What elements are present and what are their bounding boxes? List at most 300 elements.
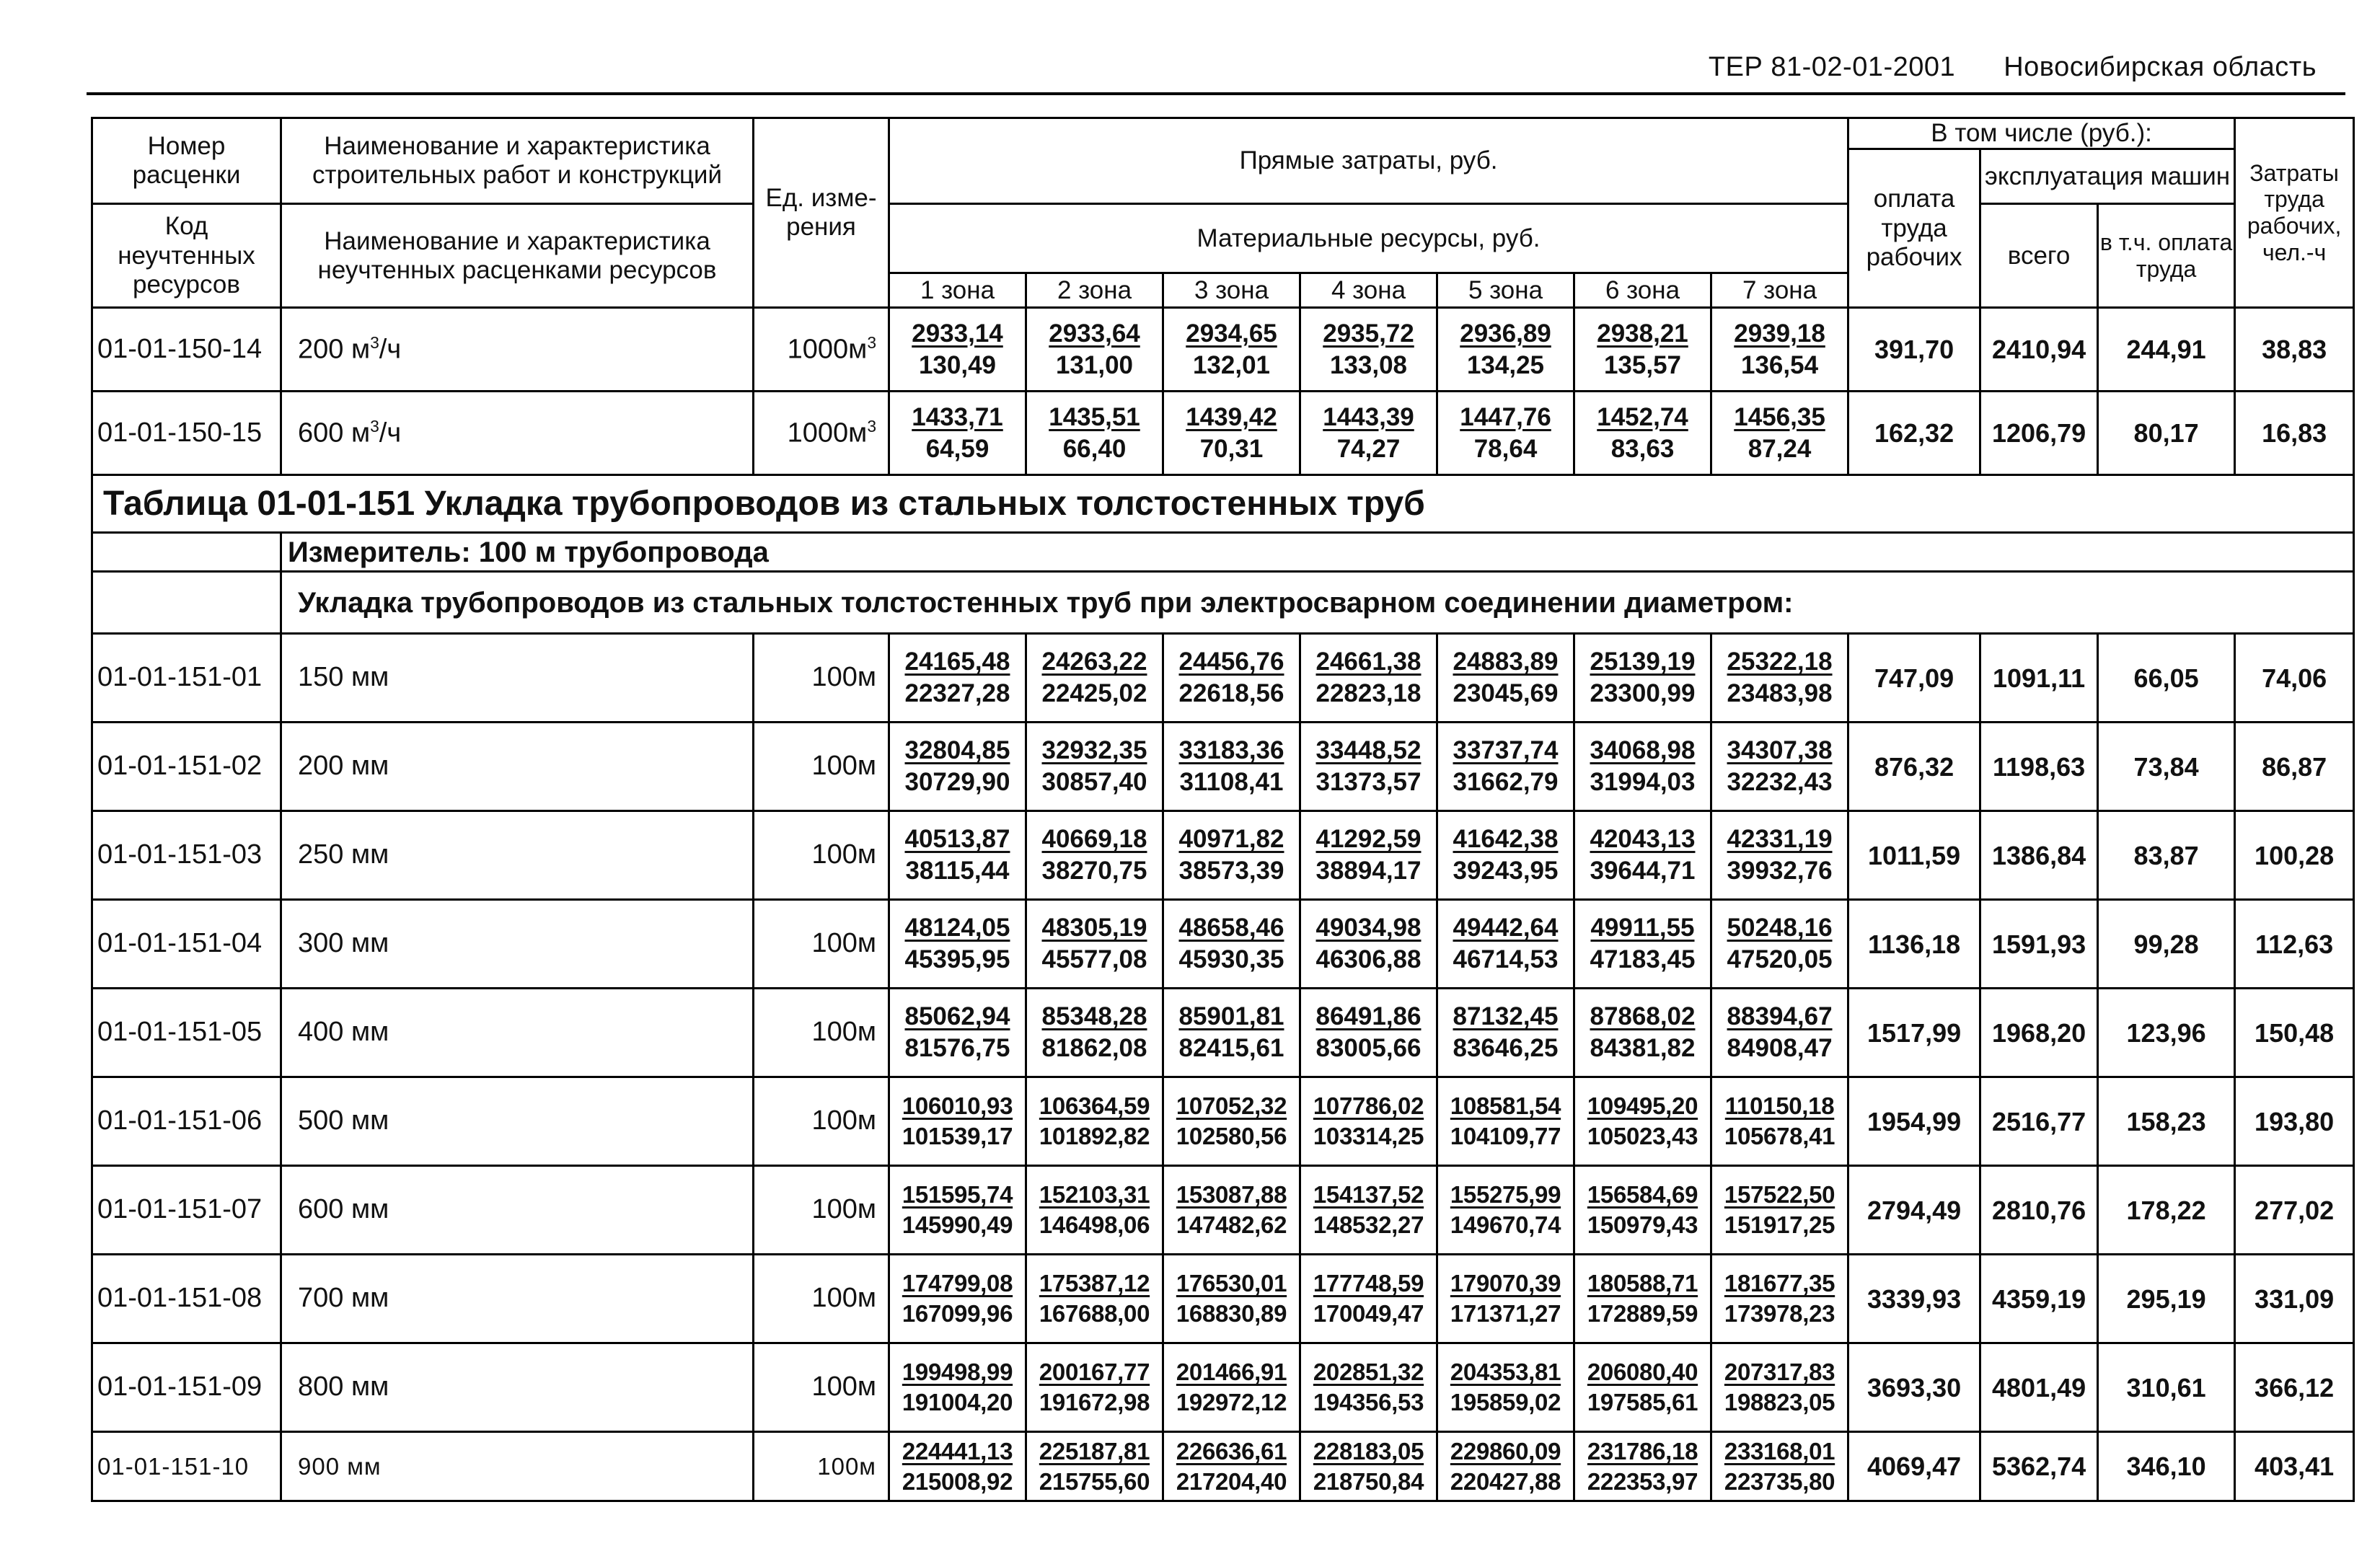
zone-7-cell (1711, 308, 1848, 392)
direct-cost-value: 107786,02 (1313, 1092, 1424, 1120)
zone-7-cell (1711, 1255, 1848, 1343)
machine-total-value: 2516,77 (1980, 1077, 2098, 1166)
material-cost-value: 191004,20 (902, 1389, 1013, 1416)
material-cost-value: 38573,39 (1178, 857, 1284, 885)
direct-cost-value: 226636,61 (1176, 1437, 1287, 1465)
direct-cost-value: 1439,42 (1186, 402, 1277, 431)
rate-name: 300 мм (281, 900, 754, 989)
direct-cost-value: 40669,18 (1041, 825, 1147, 853)
direct-cost-value: 87868,02 (1590, 1002, 1696, 1030)
zone-header-3: 3 зона (1163, 273, 1300, 308)
direct-cost-value: 24883,89 (1453, 648, 1559, 676)
labor-pay-value: 1517,99 (1848, 989, 1980, 1077)
material-cost-value: 135,57 (1603, 350, 1682, 379)
direct-cost-value: 2936,89 (1460, 319, 1551, 348)
direct-cost-value: 110150,18 (1724, 1092, 1835, 1120)
direct-cost-value: 1452,74 (1597, 402, 1688, 431)
zone-6-cell (1574, 1166, 1711, 1255)
material-cost-value: 149670,74 (1450, 1211, 1561, 1239)
direct-cost-value: 33737,74 (1453, 736, 1559, 764)
zone-2-cell (1026, 1077, 1163, 1166)
zone-4-cell (1300, 392, 1437, 475)
labor-hours-value: 403,41 (2235, 1432, 2354, 1501)
zone-1-cell (889, 723, 1026, 811)
material-cost-value: 30857,40 (1041, 768, 1147, 797)
material-cost-value: 84908,47 (1727, 1034, 1833, 1063)
zone-4-cell (1300, 723, 1437, 811)
rate-code: 01-01-151-09 (92, 1343, 281, 1432)
zone-2-cell (1026, 811, 1163, 900)
zone-4-cell (1300, 811, 1437, 900)
material-cost-value: 132,01 (1192, 350, 1271, 379)
rate-name: 600 $м^3/ч$ (281, 392, 754, 475)
zone-3-cell (1163, 989, 1300, 1077)
direct-cost-value: 2938,21 (1597, 319, 1688, 348)
rate-code: 01-01-150-14 (92, 308, 281, 392)
direct-cost-value: 24263,22 (1041, 648, 1147, 676)
direct-cost-value: 199498,99 (902, 1359, 1013, 1386)
direct-cost-value: 224441,13 (902, 1437, 1013, 1465)
header-number: Номер расценки (92, 118, 281, 204)
rate-row (92, 1255, 2354, 1343)
material-cost-value: 22618,56 (1178, 679, 1284, 708)
zone-6-cell (1574, 723, 1711, 811)
direct-cost-value: 87132,45 (1453, 1002, 1559, 1030)
direct-cost-value: 2934,65 (1186, 319, 1277, 348)
zone-7-cell (1711, 723, 1848, 811)
direct-cost-value: 176530,01 (1176, 1270, 1287, 1297)
header-labor-hours: Затраты труда рабочих, чел.-ч (2235, 118, 2354, 308)
direct-cost-value: 24456,76 (1178, 648, 1284, 676)
section-subtitle: Укладка трубопроводов из стальных толстостенных труб при электросварном соединении диаметром: (281, 572, 2354, 634)
material-cost-value: 78,64 (1473, 434, 1538, 463)
zone-7-cell (1711, 634, 1848, 723)
material-cost-value: 104109,77 (1450, 1123, 1561, 1150)
direct-cost-value: 157522,50 (1724, 1181, 1835, 1209)
zone-5-cell (1437, 1077, 1574, 1166)
rate-unit: 100м (754, 1432, 889, 1501)
direct-cost-value: 201466,91 (1176, 1359, 1287, 1386)
material-cost-value: 215008,92 (902, 1467, 1013, 1495)
direct-cost-value: 42331,19 (1727, 825, 1833, 853)
machine-total-value: 1386,84 (1980, 811, 2098, 900)
material-cost-value: 197585,61 (1587, 1389, 1698, 1416)
direct-cost-value: 153087,88 (1176, 1181, 1287, 1209)
zone-2-cell (1026, 392, 1163, 475)
direct-cost-value: 24165,48 (904, 648, 1010, 676)
rate-name-sup: 3 (370, 333, 379, 353)
material-cost-value: 70,31 (1199, 434, 1264, 463)
material-cost-value: 192972,12 (1176, 1389, 1287, 1416)
rate-code: 01-01-151-05 (92, 989, 281, 1077)
material-cost-value: 150979,43 (1587, 1211, 1698, 1239)
region-name: Новосибирская область (2004, 52, 2317, 82)
zone-1-cell (889, 634, 1026, 723)
zone-4-cell (1300, 1077, 1437, 1166)
zone-6-cell (1574, 1432, 1711, 1501)
zone-7-cell (1711, 1343, 1848, 1432)
zone-4-cell (1300, 1432, 1437, 1501)
zone-4-cell (1300, 989, 1437, 1077)
direct-cost-value: 1433,71 (912, 402, 1003, 431)
zone-2-cell (1026, 723, 1163, 811)
zone-3-cell (1163, 392, 1300, 475)
zone-2-cell (1026, 634, 1163, 723)
rate-name: 400 мм (281, 989, 754, 1077)
rate-unit: 100м (754, 900, 889, 989)
zone-2-cell (1026, 308, 1163, 392)
material-cost-value: 83646,25 (1453, 1034, 1559, 1063)
direct-cost-value: 1435,51 (1049, 402, 1140, 431)
rate-unit: 100м (754, 989, 889, 1077)
table-title-row (92, 475, 2354, 533)
machine-labor-value: 178,22 (2098, 1166, 2235, 1255)
labor-pay-value: 1011,59 (1848, 811, 1980, 900)
rate-unit: 100м (754, 723, 889, 811)
zone-7-cell (1711, 1077, 1848, 1166)
direct-cost-value: 1443,39 (1323, 402, 1414, 431)
direct-cost-value: 179070,39 (1450, 1270, 1561, 1297)
machine-total-value: 1198,63 (1980, 723, 2098, 811)
material-cost-value: 133,08 (1329, 350, 1408, 379)
zone-6-cell (1574, 1077, 1711, 1166)
rate-code: 01-01-151-10 (92, 1432, 281, 1501)
labor-pay-value: 4069,47 (1848, 1432, 1980, 1501)
measure-row (92, 533, 2354, 572)
direct-cost-value: 177748,59 (1313, 1270, 1424, 1297)
material-cost-value: 84381,82 (1590, 1034, 1696, 1063)
zone-7-cell (1711, 1166, 1848, 1255)
direct-cost-value: 48658,46 (1178, 914, 1284, 942)
direct-cost-value: 2933,14 (912, 319, 1003, 348)
material-cost-value: 23300,99 (1590, 679, 1696, 708)
rate-code: 01-01-151-06 (92, 1077, 281, 1166)
machine-total-value: 1591,93 (1980, 900, 2098, 989)
material-cost-value: 66,40 (1062, 434, 1127, 463)
machine-labor-value: 310,61 (2098, 1343, 2235, 1432)
material-cost-value: 31994,03 (1590, 768, 1696, 797)
direct-cost-value: 181677,35 (1724, 1270, 1835, 1297)
direct-cost-value: 156584,69 (1587, 1181, 1698, 1209)
rate-code: 01-01-151-04 (92, 900, 281, 989)
direct-cost-value: 40513,87 (904, 825, 1010, 853)
material-cost-value: 39932,76 (1727, 857, 1833, 885)
material-cost-value: 105023,43 (1587, 1123, 1698, 1150)
zone-2-cell (1026, 1432, 1163, 1501)
rate-unit: $1000м^3$ (754, 392, 889, 475)
direct-cost-value: 2933,64 (1049, 319, 1140, 348)
direct-cost-value: 1456,35 (1734, 402, 1825, 431)
rate-name: 900 мм (281, 1432, 754, 1501)
material-cost-value: 83,63 (1610, 434, 1675, 463)
rate-row (92, 634, 2354, 723)
zone-5-cell (1437, 1166, 1574, 1255)
zone-header-6: 6 зона (1574, 273, 1711, 308)
zone-header-5: 5 зона (1437, 273, 1574, 308)
machine-labor-value: 83,87 (2098, 811, 2235, 900)
rate-row (92, 1077, 2354, 1166)
doc-code: ТЕР 81-02-01-2001 (1708, 52, 1956, 82)
material-cost-value: 47520,05 (1727, 945, 1833, 974)
material-cost-value: 167099,96 (902, 1300, 1013, 1328)
material-cost-value: 82415,61 (1178, 1034, 1284, 1063)
zone-2-cell (1026, 1166, 1163, 1255)
material-cost-value: 38270,75 (1041, 857, 1147, 885)
direct-cost-value: 109495,20 (1587, 1092, 1698, 1120)
rate-code: 01-01-151-03 (92, 811, 281, 900)
material-cost-value: 22425,02 (1041, 679, 1147, 708)
zone-3-cell (1163, 1255, 1300, 1343)
material-cost-value: 103314,25 (1313, 1123, 1424, 1150)
material-cost-value: 46306,88 (1315, 945, 1422, 974)
rate-name: 700 мм (281, 1255, 754, 1343)
direct-cost-value: 41642,38 (1453, 825, 1559, 853)
zone-7-cell (1711, 900, 1848, 989)
rates-table (91, 117, 2355, 1502)
material-cost-value: 145990,49 (902, 1211, 1013, 1239)
rate-row (92, 1343, 2354, 1432)
rate-code: 01-01-151-01 (92, 634, 281, 723)
material-cost-value: 170049,47 (1313, 1300, 1424, 1328)
labor-hours-value: 150,48 (2235, 989, 2354, 1077)
direct-cost-value: 231786,18 (1587, 1437, 1698, 1465)
rate-name: 250 мм (281, 811, 754, 900)
zone-3-cell (1163, 308, 1300, 392)
rate-name: 600 мм (281, 1166, 754, 1255)
labor-pay-value: 162,32 (1848, 392, 1980, 475)
rate-row (92, 1432, 2354, 1501)
zone-7-cell (1711, 1432, 1848, 1501)
material-cost-value: 31662,79 (1453, 768, 1559, 797)
material-cost-value: 167688,00 (1039, 1300, 1150, 1328)
rate-unit: 100м (754, 1343, 889, 1432)
zone-3-cell (1163, 1166, 1300, 1255)
machine-labor-value: 80,17 (2098, 392, 2235, 475)
zone-header-7: 7 зона (1711, 273, 1848, 308)
direct-cost-value: 32932,35 (1041, 736, 1147, 764)
material-cost-value: 45930,35 (1178, 945, 1284, 974)
direct-cost-value: 229860,09 (1450, 1437, 1561, 1465)
labor-pay-value: 1136,18 (1848, 900, 1980, 989)
rate-code: 01-01-151-02 (92, 723, 281, 811)
machine-labor-value: 346,10 (2098, 1432, 2235, 1501)
table-title: Таблица 01-01-151 Укладка трубопроводов из стальных толстостенных труб (92, 475, 2354, 533)
zone-2-cell (1026, 1343, 1163, 1432)
labor-pay-value: 2794,49 (1848, 1166, 1980, 1255)
machine-labor-value: 66,05 (2098, 634, 2235, 723)
direct-cost-value: 33448,52 (1315, 736, 1422, 764)
zone-4-cell (1300, 634, 1437, 723)
zone-4-cell (1300, 900, 1437, 989)
rate-unit: 100м (754, 1166, 889, 1255)
zone-3-cell (1163, 811, 1300, 900)
zone-4-cell (1300, 1343, 1437, 1432)
zone-6-cell (1574, 392, 1711, 475)
rate-name: 200 $м^3/ч$ (281, 308, 754, 392)
rates-table-body (92, 118, 2354, 1501)
zone-6-cell (1574, 634, 1711, 723)
direct-cost-value: 2939,18 (1734, 319, 1825, 348)
header-direct-costs: Прямые затраты, руб. (889, 118, 1848, 204)
material-cost-value: 222353,97 (1587, 1467, 1698, 1495)
header-material-resources: Материальные ресурсы, руб. (889, 204, 1848, 273)
material-cost-value: 146498,06 (1039, 1211, 1150, 1239)
material-cost-value: 147482,62 (1176, 1211, 1287, 1239)
machine-total-value: 2410,94 (1980, 308, 2098, 392)
zone-3-cell (1163, 900, 1300, 989)
direct-cost-value: 106364,59 (1039, 1092, 1150, 1120)
direct-cost-value: 233168,01 (1724, 1437, 1835, 1465)
rate-unit-sup: 3 (867, 417, 876, 436)
material-cost-value: 151917,25 (1724, 1211, 1835, 1239)
document-header (1709, 52, 2317, 83)
direct-cost-value: 86491,86 (1315, 1002, 1422, 1030)
zone-1-cell (889, 900, 1026, 989)
measure-blank (92, 533, 281, 572)
direct-cost-value: 152103,31 (1039, 1181, 1150, 1209)
machine-labor-value: 158,23 (2098, 1077, 2235, 1166)
rate-unit: 100м (754, 634, 889, 723)
zone-2-cell (1026, 989, 1163, 1077)
zone-5-cell (1437, 1255, 1574, 1343)
direct-cost-value: 2935,72 (1323, 319, 1414, 348)
direct-cost-value: 204353,81 (1450, 1359, 1561, 1386)
material-cost-value: 45395,95 (904, 945, 1010, 974)
rate-code: 01-01-151-07 (92, 1166, 281, 1255)
material-cost-value: 38115,44 (905, 857, 1010, 885)
machine-labor-value: 99,28 (2098, 900, 2235, 989)
material-cost-value: 32232,43 (1727, 768, 1833, 797)
direct-cost-value: 106010,93 (902, 1092, 1013, 1120)
zone-5-cell (1437, 811, 1574, 900)
material-cost-value: 23045,69 (1453, 679, 1559, 708)
material-cost-value: 38894,17 (1315, 857, 1422, 885)
zone-7-cell (1711, 392, 1848, 475)
direct-cost-value: 85901,81 (1178, 1002, 1284, 1030)
direct-cost-value: 34307,38 (1727, 736, 1833, 764)
subtitle-row (92, 572, 2354, 634)
direct-cost-value: 49911,55 (1590, 914, 1695, 942)
zone-6-cell (1574, 1255, 1711, 1343)
zone-5-cell (1437, 308, 1574, 392)
direct-cost-value: 25322,18 (1727, 648, 1833, 676)
zone-1-cell (889, 811, 1026, 900)
direct-cost-value: 151595,74 (902, 1181, 1013, 1209)
machine-total-value: 4801,49 (1980, 1343, 2098, 1432)
direct-cost-value: 85348,28 (1041, 1002, 1147, 1030)
labor-hours-value: 86,87 (2235, 723, 2354, 811)
machine-labor-value: 73,84 (2098, 723, 2235, 811)
material-cost-value: 218750,84 (1313, 1467, 1424, 1495)
direct-cost-value: 175387,12 (1039, 1270, 1150, 1297)
direct-cost-value: 154137,52 (1313, 1181, 1424, 1209)
material-cost-value: 31108,41 (1179, 768, 1284, 797)
material-cost-value: 136,54 (1741, 350, 1819, 379)
direct-cost-value: 32804,85 (904, 736, 1010, 764)
direct-cost-value: 25139,19 (1590, 648, 1696, 676)
zone-5-cell (1437, 900, 1574, 989)
rate-row (92, 900, 2354, 989)
header-name-resources: Наименование и характеристика неучтенных расценками ресурсов (281, 204, 754, 308)
material-cost-value: 194356,53 (1313, 1389, 1424, 1416)
material-cost-value: 81576,75 (904, 1034, 1010, 1063)
material-cost-value: 74,27 (1336, 434, 1401, 463)
header-machine-total: всего (1980, 204, 2098, 308)
direct-cost-value: 228183,05 (1313, 1437, 1424, 1465)
material-cost-value: 39243,95 (1453, 857, 1559, 885)
machine-total-value: 1968,20 (1980, 989, 2098, 1077)
material-cost-value: 220427,88 (1450, 1467, 1561, 1495)
labor-hours-value: 16,83 (2235, 392, 2354, 475)
labor-hours-value: 100,28 (2235, 811, 2354, 900)
material-cost-value: 171371,27 (1450, 1300, 1561, 1328)
zone-2-cell (1026, 900, 1163, 989)
material-cost-value: 23483,98 (1727, 679, 1833, 708)
material-cost-value: 83005,66 (1315, 1034, 1422, 1063)
header-name-work: Наименование и характеристика строительных работ и конструкций (281, 118, 754, 204)
zone-3-cell (1163, 1343, 1300, 1432)
header-divider (87, 92, 2345, 95)
zone-6-cell (1574, 900, 1711, 989)
direct-cost-value: 180588,71 (1587, 1270, 1698, 1297)
rate-unit: 100м (754, 1255, 889, 1343)
direct-cost-value: 48305,19 (1041, 914, 1147, 942)
header-unit: Ед. изме-рения (754, 118, 889, 308)
machine-total-value: 1091,11 (1980, 634, 2098, 723)
labor-pay-value: 3339,93 (1848, 1255, 1980, 1343)
rate-row (92, 308, 2354, 392)
material-cost-value: 81862,08 (1041, 1034, 1147, 1063)
material-cost-value: 102580,56 (1176, 1123, 1287, 1150)
rate-row (92, 392, 2354, 475)
material-cost-value: 131,00 (1055, 350, 1134, 379)
direct-cost-value: 202851,32 (1313, 1359, 1424, 1386)
labor-hours-value: 74,06 (2235, 634, 2354, 723)
material-cost-value: 215755,60 (1039, 1467, 1150, 1495)
rate-name: 800 мм (281, 1343, 754, 1432)
material-cost-value: 47183,45 (1590, 945, 1696, 974)
machine-labor-value: 123,96 (2098, 989, 2235, 1077)
labor-pay-value: 1954,99 (1848, 1077, 1980, 1166)
labor-hours-value: 112,63 (2235, 900, 2354, 989)
zone-5-cell (1437, 1343, 1574, 1432)
labor-hours-value: 277,02 (2235, 1166, 2354, 1255)
labor-hours-value: 193,80 (2235, 1077, 2354, 1166)
direct-cost-value: 48124,05 (904, 914, 1010, 942)
material-cost-value: 148532,27 (1313, 1211, 1424, 1239)
zone-4-cell (1300, 1166, 1437, 1255)
zone-1-cell (889, 989, 1026, 1077)
direct-cost-value: 41292,59 (1315, 825, 1422, 853)
rate-row (92, 989, 2354, 1077)
material-cost-value: 64,59 (925, 434, 990, 463)
zone-6-cell (1574, 811, 1711, 900)
machine-total-value: 1206,79 (1980, 392, 2098, 475)
labor-pay-value: 876,32 (1848, 723, 1980, 811)
zone-1-cell (889, 308, 1026, 392)
rate-code: 01-01-151-08 (92, 1255, 281, 1343)
direct-cost-value: 85062,94 (904, 1002, 1010, 1030)
rate-unit: $1000м^3$ (754, 308, 889, 392)
header-code: Код неучтенных ресурсов (92, 204, 281, 308)
rate-name: 500 мм (281, 1077, 754, 1166)
rate-unit-sup: 3 (867, 333, 876, 353)
measure-label: Измеритель: 100 м трубопровода (281, 533, 2354, 572)
zone-1-cell (889, 392, 1026, 475)
direct-cost-value: 42043,13 (1590, 825, 1696, 853)
direct-cost-value: 1447,76 (1460, 402, 1551, 431)
zone-1-cell (889, 1255, 1026, 1343)
